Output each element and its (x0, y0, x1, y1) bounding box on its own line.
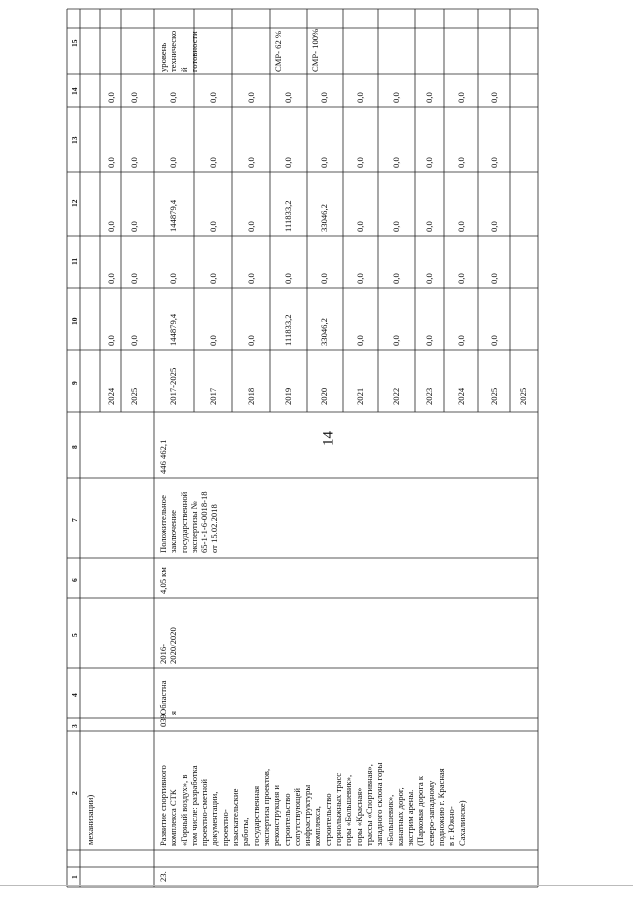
r23-c13: 0,0 (283, 157, 293, 168)
col-num-10: 10 (70, 317, 79, 325)
r23-c14: 0,0 (424, 92, 434, 103)
r23-c10: 0,0 (424, 335, 434, 346)
r23-c12: 111833,2 (283, 200, 293, 232)
r23-year: 2021 (355, 387, 365, 405)
r23-c13: 0,0 (246, 157, 256, 168)
prev-c12: 0,0 (129, 221, 139, 232)
r23-c14: 0,0 (456, 92, 466, 103)
row23-period: 2016- 2020/2020 (158, 627, 179, 664)
r23-c10: 0,0 (208, 335, 218, 346)
col-num-7: 7 (70, 518, 79, 522)
r23-c13: 0,0 (355, 157, 365, 168)
prev-c13: 0,0 (129, 157, 139, 168)
r23-c14: 0,0 (246, 92, 256, 103)
r23-c12: 0,0 (355, 221, 365, 232)
r23-c15: СМР- 100% (310, 28, 320, 72)
r23-c15: СМР- 62 % (273, 30, 283, 72)
r23-c14: 0,0 (355, 92, 365, 103)
col-num-2: 2 (70, 791, 79, 795)
prev-year: 2024 (106, 387, 116, 405)
col-num-13: 13 (70, 136, 79, 144)
col-num-3: 3 (70, 724, 79, 728)
r23-c14: 0,0 (489, 92, 499, 103)
col-num-12: 12 (70, 199, 79, 207)
r23-year: 2025 (518, 387, 528, 405)
r23-year: 2022 (391, 387, 401, 405)
r23-c12: 0,0 (391, 221, 401, 232)
r23-c13: 0,0 (208, 157, 218, 168)
r23-c14: 0,0 (208, 92, 218, 103)
prev-c14: 0,0 (129, 92, 139, 103)
r23-c13: 0,0 (456, 157, 466, 168)
r23-c10: 111833,2 (283, 314, 293, 346)
r23-year: 2019 (283, 387, 293, 405)
r23-c10: 0,0 (456, 335, 466, 346)
r23-c11: 0,0 (168, 273, 178, 284)
r23-year: 2025 (489, 387, 499, 405)
col-num-15: 15 (70, 39, 79, 47)
row23-code: 039 (158, 714, 168, 727)
prev-c10: 0,0 (129, 335, 139, 346)
row23-name: Развитие спортивного комплекса СТК «Горный воздух», в том числе: разработка проектно-сметной документации, проектно- изыскательские работы, государственная экспертиза проектов, реконструкция и строительство сопутствующей инфраструктуры комплекса, строительство горнолыжных трасс горы «Большевик», горы «Красная» трассы «Спортивная», западного склона горы «Большевик», канатных дорог, экстрим арены. (Парковая дорога к северо-западному подножию г. Красная в г. Южно- Сахалинске) (158, 762, 467, 846)
r23-c15: уровень техническо й готовности (158, 30, 199, 72)
col-num-4: 4 (70, 693, 79, 697)
row23-cost: 446 462,1 (158, 439, 168, 474)
row23-expertise: Положительное заключение государственной экспертизы № 65-1-1-6-0018-18 от 15.02.2018 (158, 491, 220, 553)
prev-c14: 0,0 (106, 92, 116, 103)
prev-year: 2025 (129, 387, 139, 405)
r23-c14: 0,0 (283, 92, 293, 103)
r23-c14: 0,0 (391, 92, 401, 103)
prev-row-name: механизации) (85, 794, 95, 845)
r23-c10: 0,0 (246, 335, 256, 346)
prev-c12: 0,0 (106, 221, 116, 232)
r23-c13: 0,0 (168, 157, 178, 168)
r23-c10: 0,0 (391, 335, 401, 346)
r23-c12: 144879,4 (168, 199, 178, 232)
r23-c12: 0,0 (456, 221, 466, 232)
r23-c13: 0,0 (424, 157, 434, 168)
prev-c11: 0,0 (106, 273, 116, 284)
r23-c11: 0,0 (319, 273, 329, 284)
r23-year: 2017 (208, 387, 218, 405)
r23-year: 2017-2025 (168, 367, 178, 405)
col-num-6: 6 (70, 578, 79, 582)
r23-c13: 0,0 (489, 157, 499, 168)
col-num-14: 14 (70, 87, 79, 95)
r23-year: 2023 (424, 387, 434, 405)
r23-c13: 0,0 (319, 157, 329, 168)
col-num-1: 1 (70, 875, 79, 879)
r23-c11: 0,0 (489, 273, 499, 284)
prev-c11: 0,0 (129, 273, 139, 284)
col-num-11: 11 (70, 257, 79, 265)
page-number: 14 (320, 431, 337, 446)
r23-c12: 0,0 (489, 221, 499, 232)
r23-year: 2024 (456, 387, 466, 405)
r23-c11: 0,0 (424, 273, 434, 284)
r23-c12: 0,0 (424, 221, 434, 232)
r23-c14: 0,0 (319, 92, 329, 103)
r23-c11: 0,0 (283, 273, 293, 284)
r23-c10: 0,0 (355, 335, 365, 346)
r23-c12: 0,0 (246, 221, 256, 232)
r23-c11: 0,0 (456, 273, 466, 284)
r23-c10: 33046,2 (319, 318, 329, 346)
r23-c11: 0,0 (246, 273, 256, 284)
r23-c11: 0,0 (208, 273, 218, 284)
r23-c10: 144879,4 (168, 313, 178, 346)
prev-c10: 0,0 (106, 335, 116, 346)
r23-year: 2018 (246, 387, 256, 405)
row23-capacity: 4,05 км (158, 567, 168, 594)
row23-level: Областна я (158, 680, 179, 715)
col-num-5: 5 (70, 633, 79, 637)
r23-c10: 0,0 (489, 335, 499, 346)
prev-c13: 0,0 (106, 157, 116, 168)
r23-c11: 0,0 (391, 273, 401, 284)
r23-c12: 0,0 (208, 221, 218, 232)
row23-number: 23. (158, 871, 168, 882)
r23-c12: 33046,2 (319, 204, 329, 232)
r23-c13: 0,0 (391, 157, 401, 168)
r23-c11: 0,0 (355, 273, 365, 284)
scan-edge-line (0, 885, 633, 886)
r23-c14: 0,0 (168, 92, 178, 103)
col-num-8: 8 (70, 445, 79, 449)
r23-year: 2020 (319, 387, 329, 405)
col-num-9: 9 (70, 381, 79, 385)
